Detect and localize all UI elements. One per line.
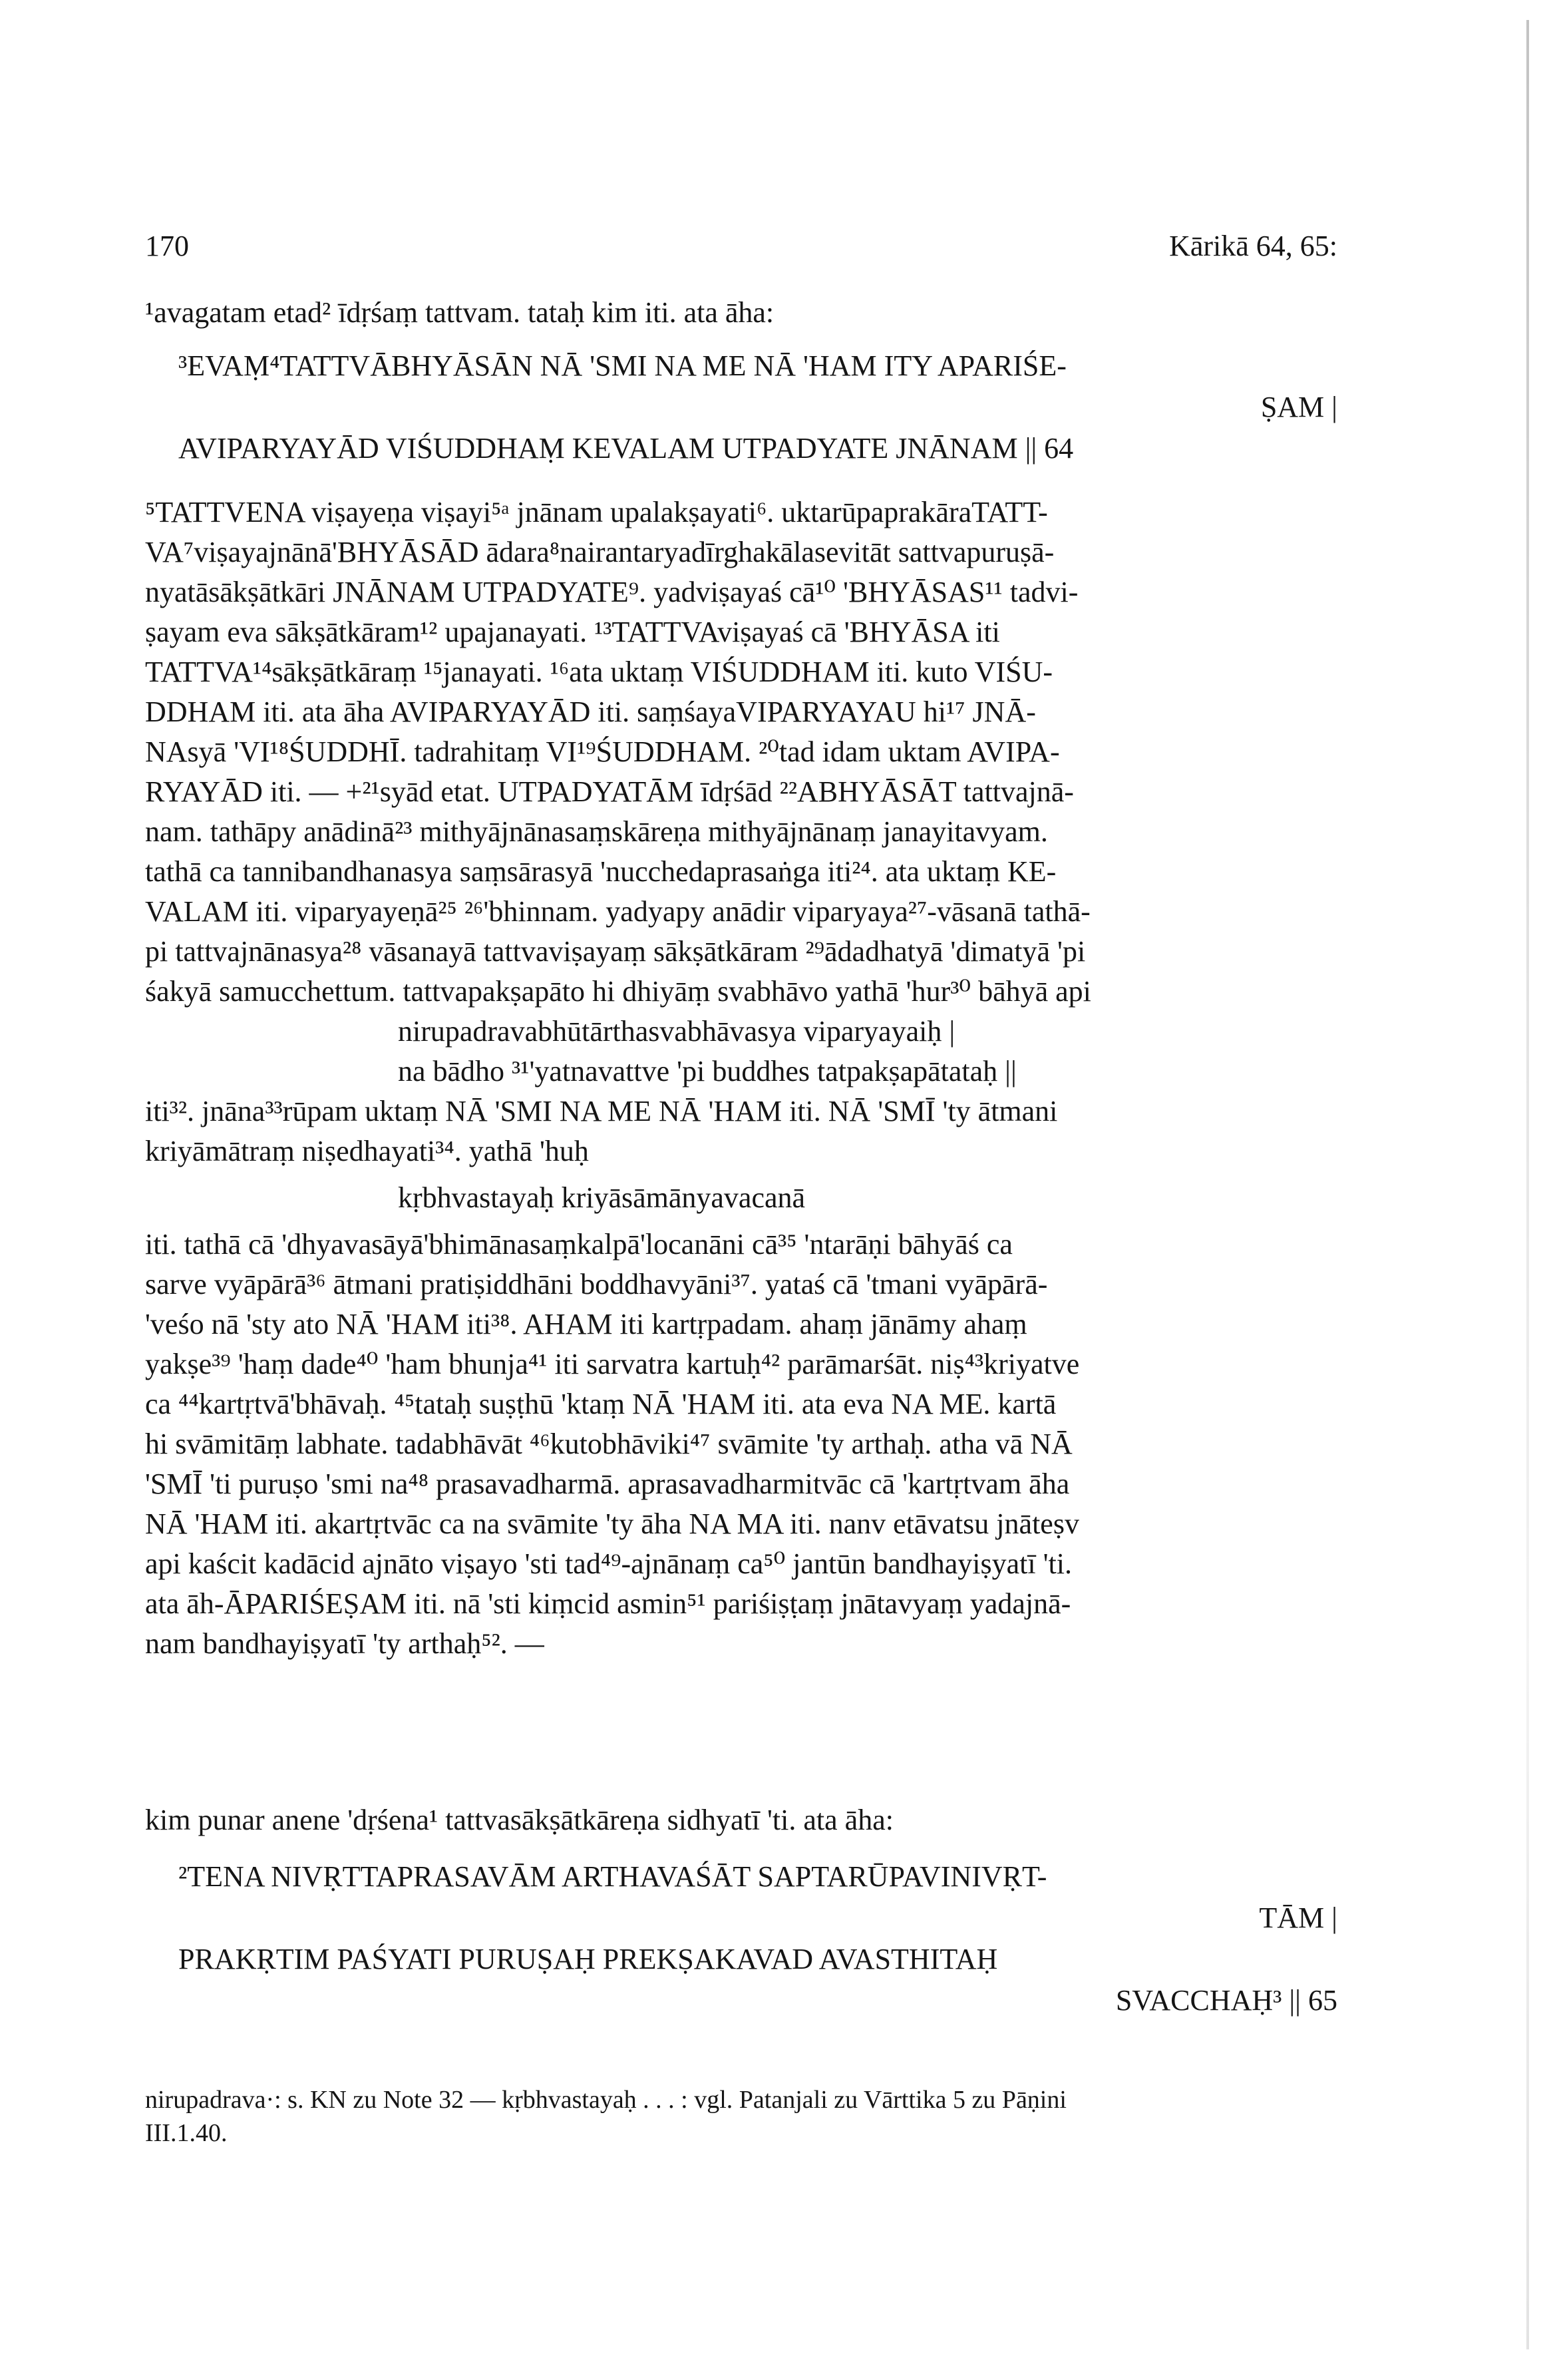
page-edge-shadow xyxy=(1526,20,1529,2349)
quoted-verse-line-2: na bādho ³¹'yatnavattve 'pi buddhes tatpakṣapātataḥ || xyxy=(398,1055,1017,1088)
quoted-verse-line-1: nirupadravabhūtārthasvabhāvasya viparyayaiḥ | xyxy=(398,1015,955,1048)
verse-65-line-1: ²TENA NIVṚTTAPRASAVĀM ARTHAVAŚĀT SAPTARŪPAVINIVṚT- xyxy=(178,1860,1047,1893)
commentary-line: ca ⁴⁴kartṛtvā'bhāvaḥ. ⁴⁵tataḥ suṣṭhū 'ktaṃ NĀ 'HAM iti. ata eva NA ME. kartā xyxy=(145,1388,1057,1420)
quoted-line: kṛbhvastayaḥ kriyāsāmānyavacanā xyxy=(398,1181,806,1214)
commentary-line: iti³². jnāna³³rūpam uktaṃ NĀ 'SMI NA ME NĀ 'HAM iti. NĀ 'SMĪ 'ty ātmani xyxy=(145,1095,1058,1127)
verse-65-line-3: PRAKṚTIM PAŚYATI PURUṢAḤ PREKṢAKAVAD AVASTHITAḤ xyxy=(178,1943,998,1975)
verse-64-line-2: ṢAM | xyxy=(1260,391,1337,423)
commentary-line: NAsyā 'VI¹⁸ŚUDDHĪ. tadrahitaṃ VI¹⁹ŚUDDHAM. ²⁰tad idam uktam AVIPA- xyxy=(145,735,1060,768)
commentary-line: tathā ca tannibandhanasya saṃsārasyā 'nucchedaprasaṅga iti²⁴. ata uktaṃ KE- xyxy=(145,855,1057,888)
intro-line-64: ¹avagatam etad² īdṛśaṃ tattvam. tataḥ kim iti. ata āha: xyxy=(145,296,775,329)
commentary-line: sarve vyāpārā³⁶ ātmani pratiṣiddhāni boddhavyāni³⁷. yataś cā 'tmani vyāpārā- xyxy=(145,1268,1048,1300)
commentary-line: yakṣe³⁹ 'haṃ dade⁴⁰ 'ham bhunja⁴¹ iti sarvatra kartuḥ⁴² parāmarśāt. niṣ⁴³kriyatve xyxy=(145,1348,1080,1380)
commentary-line: 'veśo nā 'sty ato NĀ 'HAM iti³⁸. AHAM iti kartṛpadam. ahaṃ jānāmy ahaṃ xyxy=(145,1308,1027,1340)
footnote-line-2: III.1.40. xyxy=(145,2119,228,2147)
commentary-line: ṣayam eva sākṣātkāram¹² upajanayati. ¹³TATTVAviṣayaś cā 'BHYĀSA iti xyxy=(145,616,1000,648)
commentary-line: 'SMĪ 'ti puruṣo 'smi na⁴⁸ prasavadharmā. aprasavadharmitvāc cā 'kartṛtvam āha xyxy=(145,1468,1070,1500)
karika-reference: Kārikā 64, 65: xyxy=(1169,230,1337,262)
commentary-line: RYAYĀD iti. — +²¹syād etat. UTPADYATĀM īdṛśād ²²ABHYĀSĀT tattvajnā- xyxy=(145,775,1074,808)
verse-64-line-3: AVIPARYAYĀD VIŚUDDHAṂ KEVALAM UTPADYATE JNĀNAM || 64 xyxy=(178,432,1074,465)
commentary-line: NĀ 'HAM iti. akartṛtvāc ca na svāmite 'ty āha NA MA iti. nanv etāvatsu jnāteṣv xyxy=(145,1507,1079,1540)
commentary-line: pi tattvajnānasya²⁸ vāsanayā tattvaviṣayaṃ sākṣātkāram ²⁹ādadhatyā 'dimatyā 'pi xyxy=(145,935,1086,968)
commentary-line: DDHAM iti. ata āha AVIPARYAYĀD iti. saṃśayaVIPARYAYAU hi¹⁷ JNĀ- xyxy=(145,695,1036,728)
commentary-line: VA⁷viṣayajnānā'BHYĀSĀD ādara⁸nairantaryadīrghakālasevitāt sattvapuruṣā- xyxy=(145,536,1055,568)
commentary-line: hi svāmitāṃ labhate. tadabhāvāt ⁴⁶kutobhāviki⁴⁷ svāmite 'ty arthaḥ. atha vā NĀ xyxy=(145,1428,1073,1460)
commentary-line: nam. tathāpy anādinā²³ mithyājnānasaṃskāreṇa mithyājnānaṃ janayitavyam. xyxy=(145,815,1048,848)
verse-65-line-4: SVACCHAḤ³ || 65 xyxy=(1115,1984,1337,2017)
page-number: 170 xyxy=(145,230,189,262)
commentary-line: VALAM iti. viparyayeṇā²⁵ ²⁶'bhinnam. yadyapy anādir viparyaya²⁷-vāsanā tathā- xyxy=(145,895,1091,928)
commentary-line: nam bandhayiṣyatī 'ty arthaḥ⁵². — xyxy=(145,1627,544,1660)
commentary-line: kriyāmātraṃ niṣedhayati³⁴. yathā 'huḥ xyxy=(145,1135,589,1167)
commentary-line: ⁵TATTVENA viṣayeṇa viṣayi⁵ᵃ jnānam upalakṣayati⁶. uktarūpaprakāraTATT- xyxy=(145,496,1048,528)
verse-64-line-1: ³EVAṂ⁴TATTVĀBHYĀSĀN NĀ 'SMI NA ME NĀ 'HAM ITY APARIŚE- xyxy=(178,349,1067,382)
commentary-line: iti. tathā cā 'dhyavasāyā'bhimānasaṃkalpā'locanāni cā³⁵ 'ntarāṇi bāhyāś ca xyxy=(145,1228,1013,1261)
commentary-line: nyatāsākṣātkāri JNĀNAM UTPADYATE⁹. yadviṣayaś cā¹⁰ 'BHYĀSAS¹¹ tadvi- xyxy=(145,576,1079,608)
commentary-line: śakyā samucchettum. tattvapakṣapāto hi dhiyāṃ svabhāvo yathā 'hur³⁰ bāhyā api xyxy=(145,975,1091,1008)
commentary-line: TATTVA¹⁴sākṣātkāraṃ ¹⁵janayati. ¹⁶ata uktaṃ VIŚUDDHAM iti. kuto VIŚU- xyxy=(145,656,1053,688)
verse-65-line-2: TĀM | xyxy=(1259,1901,1337,1934)
running-header xyxy=(145,220,1337,273)
commentary-line: ata āh-ĀPARIŚEṢAM iti. nā 'sti kiṃcid asmin⁵¹ pariśiṣṭaṃ jnātavyaṃ yadajnā- xyxy=(145,1587,1071,1620)
footnote-line-1: nirupadrava·: s. KN zu Note 32 — kṛbhvastayaḥ . . . : vgl. Patanjali zu Vārttika 5 zu Pāṇini xyxy=(145,2086,1067,2114)
intro-line-65: kim punar anene 'dṛśena¹ tattvasākṣātkāreṇa sidhyatī 'ti. ata āha: xyxy=(145,1804,894,1836)
commentary-line: api kaścit kadācid ajnāto viṣayo 'sti tad⁴⁹-ajnānaṃ ca⁵⁰ jantūn bandhayiṣyatī 'ti. xyxy=(145,1547,1072,1580)
